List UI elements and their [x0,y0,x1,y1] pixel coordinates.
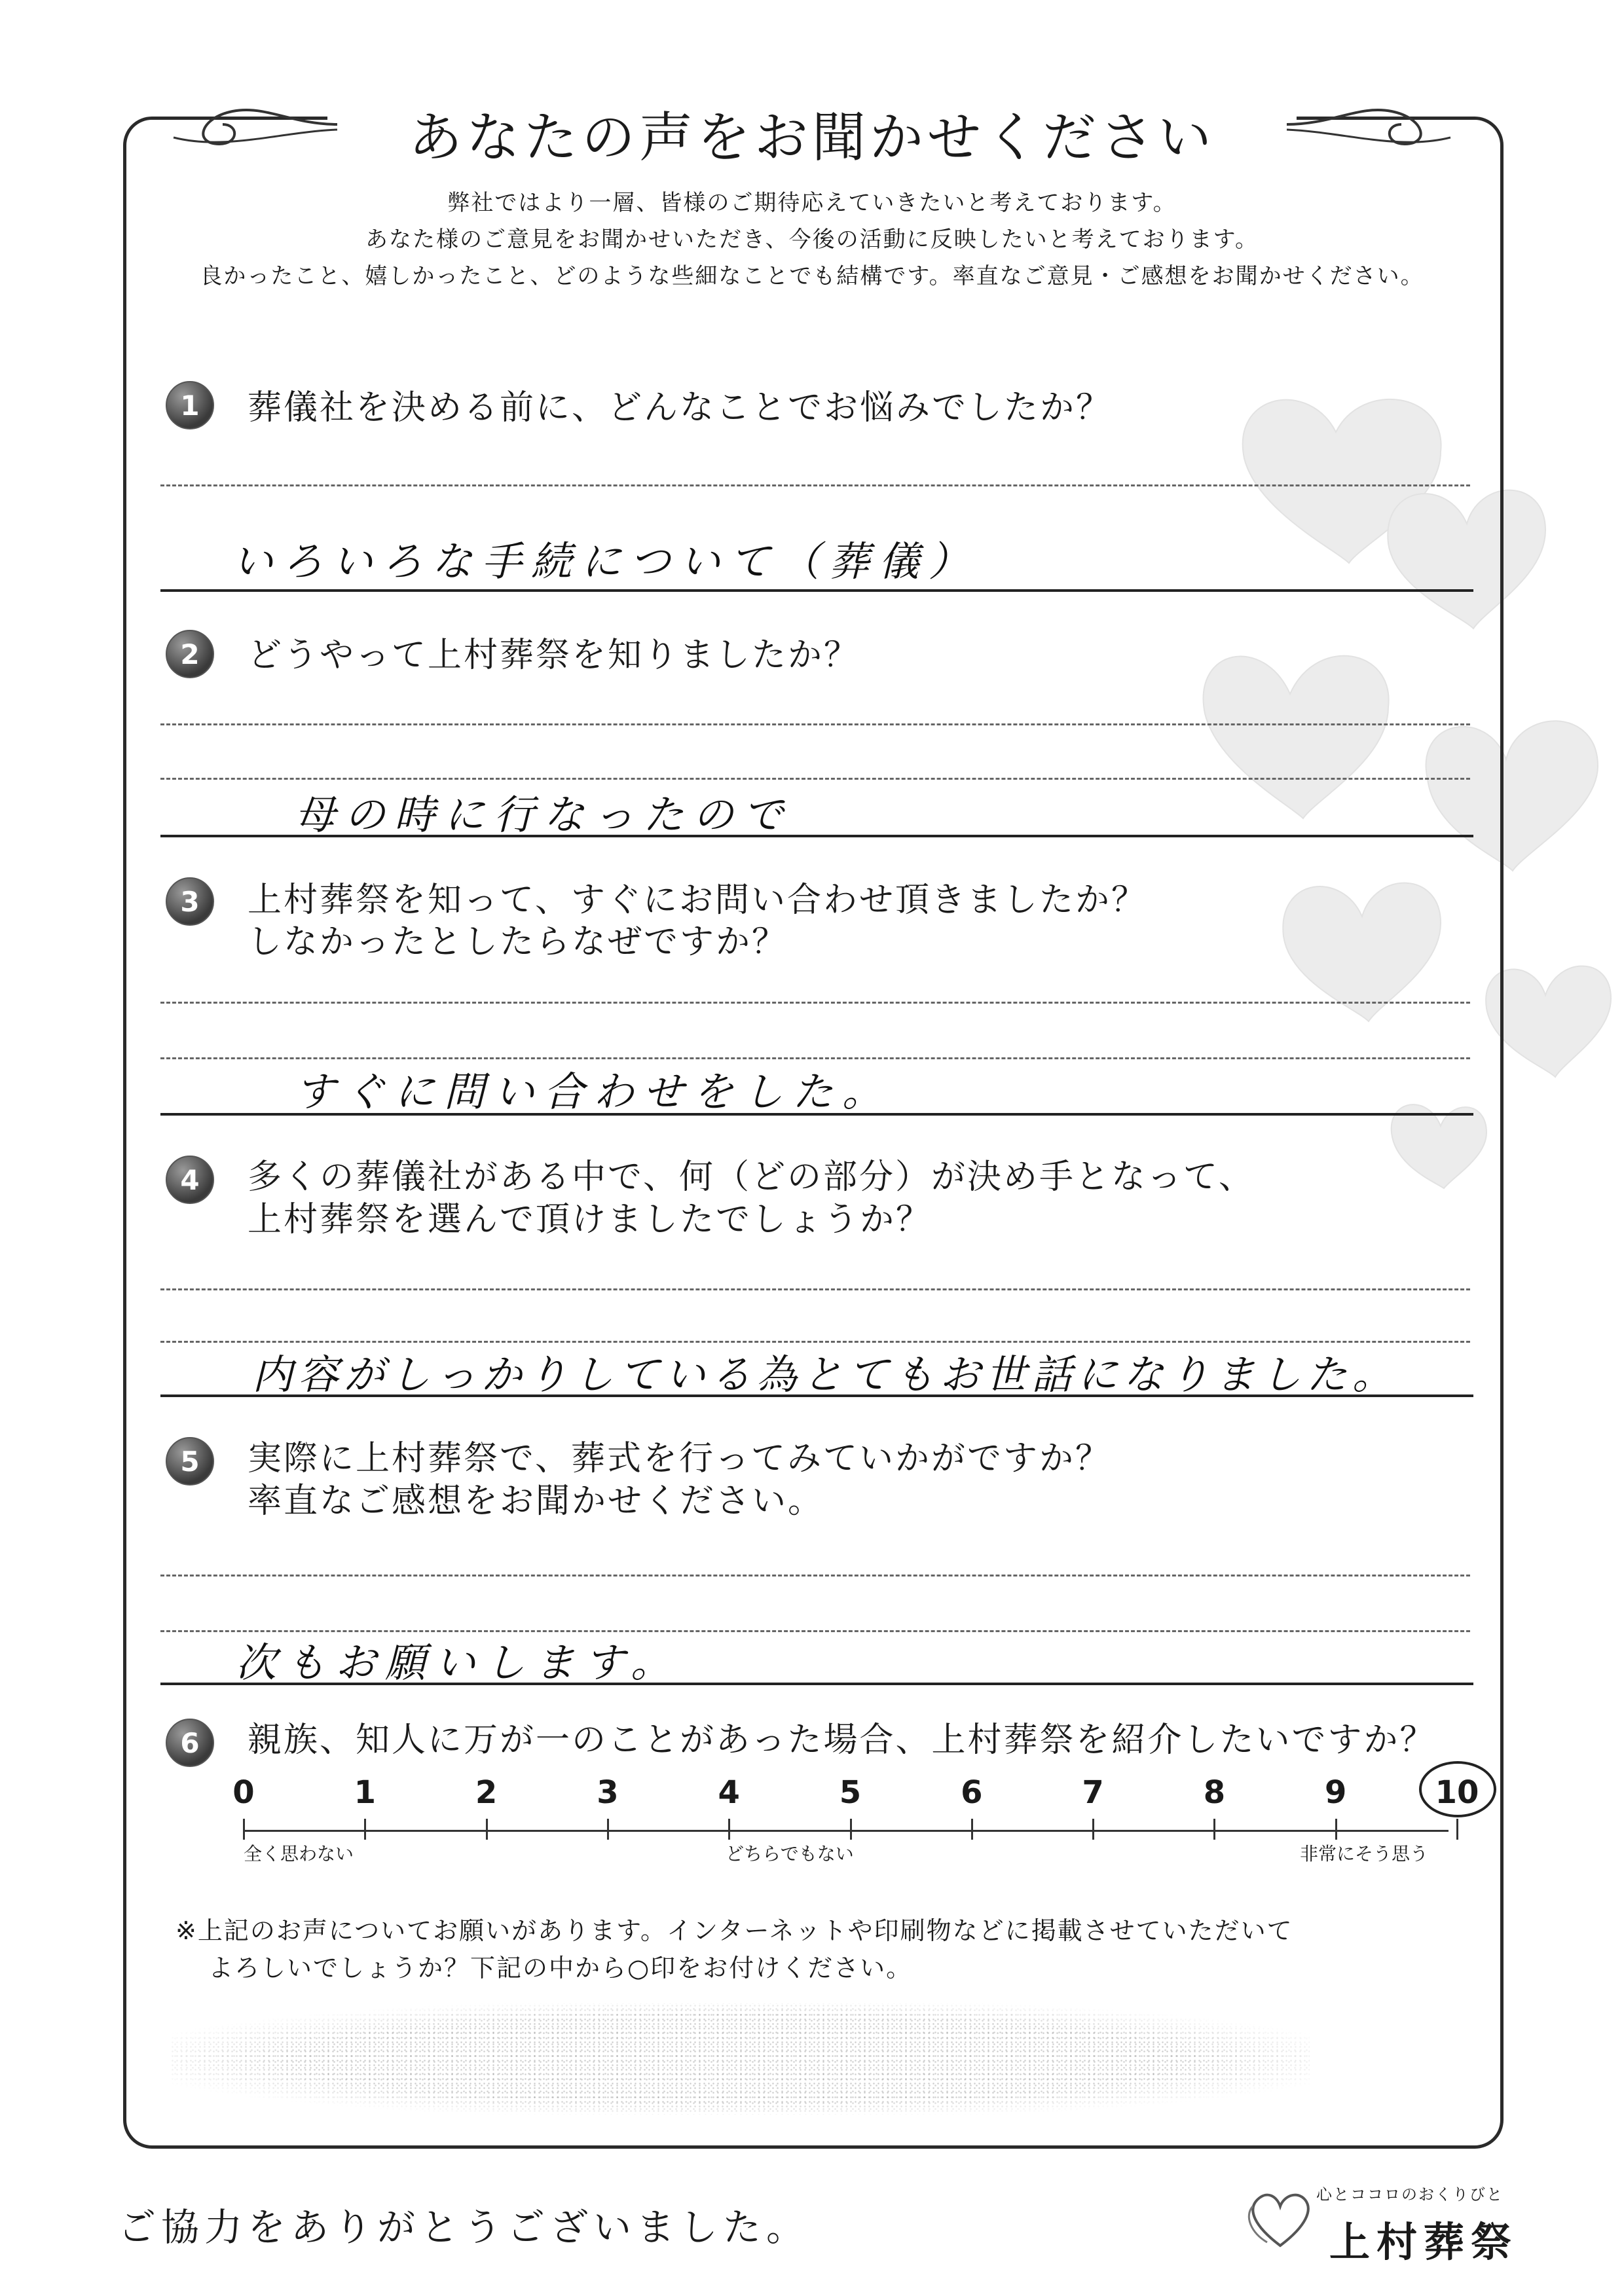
question-5-text-line-2: 率直なご感想をお聞かせください。 [248,1482,824,1521]
selected-rating-circle [1419,1761,1496,1817]
answer-3-line [160,1113,1473,1116]
answer-2-line [160,835,1473,837]
rating-tick-4 [728,1819,730,1840]
question-1-badge: 1 [166,381,214,429]
question-3-text-line-1: 上村葬祭を知って、すぐにお問い合わせ頂きましたか？ [248,881,1147,920]
intro-line-3: 良かったこと、嬉しかったこと、どのような些細なことでも結構です。率直なご意見・ご感想をお聞かせください。 [200,263,1424,289]
thanks-message: ご協力をありがとうございました。 [118,2205,810,2250]
heart-logo-icon [1241,2180,1320,2259]
rating-option-4[interactable]: 4 [718,1774,740,1811]
rating-option-9[interactable]: 9 [1324,1774,1347,1811]
answer-2-dotted-line-b [160,778,1470,780]
rating-option-2[interactable]: 2 [475,1774,498,1811]
brand-tagline: 心とココロのおくりびと [1316,2185,1504,2204]
answer-1-line [160,589,1473,592]
rating-tick-3 [607,1819,609,1840]
question-1-text: 葬儀社を決める前に、どんなことでお悩みでしたか？ [248,388,1113,428]
rating-option-6[interactable]: 6 [961,1774,983,1811]
question-4-text-line-1: 多くの葬儀社がある中で、何（どの部分）が決め手となって、 [248,1157,1255,1197]
answer-4-dotted-line-a [160,1288,1470,1290]
answer-5-text[interactable]: 次もお願いします。 [236,1639,681,1686]
question-4-badge: 4 [166,1156,214,1204]
rating-option-8[interactable]: 8 [1203,1774,1226,1811]
answer-4-text[interactable]: 内容がしっかりしている為とてもお世話になりました。 [252,1351,1399,1398]
answer-5-line [160,1683,1473,1685]
question-6-text: 親族、知人に万が一のことがあった場合、上村葬祭を紹介したいですか？ [248,1721,1436,1760]
answer-3-dotted-line-a [160,1002,1470,1004]
answer-2-text[interactable]: 母の時に行なったので [295,791,793,839]
brand-logo-text: 上村葬祭 [1329,2218,1519,2266]
rating-option-3[interactable]: 3 [597,1774,619,1811]
rating-tick-1 [364,1819,366,1840]
rating-tick-8 [1213,1819,1215,1840]
question-5-badge: 5 [166,1437,214,1485]
rating-tick-6 [971,1819,973,1840]
rating-tick-2 [486,1819,488,1840]
question-3-badge: 3 [166,877,214,926]
rating-option-5[interactable]: 5 [839,1774,862,1811]
answer-1-dotted-line [160,484,1470,486]
scale-label-mid: どちらでもない [726,1843,854,1865]
question-2-badge: 2 [166,630,214,678]
rating-tick-0 [243,1819,245,1840]
rating-option-1[interactable]: 1 [354,1774,376,1811]
answer-5-dotted-line-a [160,1575,1470,1576]
answer-1-text[interactable]: いろいろな手続について（葬儀） [232,538,978,585]
note-line-2: よろしいでしょうか？下記の中から○印をお付けください。 [208,1954,913,1982]
scale-label-high: 非常にそう思う [1300,1843,1429,1865]
rating-tick-10 [1456,1819,1458,1840]
scale-label-low: 全く思わない [244,1843,354,1865]
rating-tick-7 [1092,1819,1094,1840]
page-title: あなたの声をお聞かせください [408,107,1215,169]
question-6-badge: 6 [166,1719,214,1767]
rating-tick-9 [1335,1819,1337,1840]
answer-2-dotted-line-a [160,723,1470,725]
answer-4-line [160,1394,1473,1397]
question-4-text-line-2: 上村葬祭を選んで頂けましたでしょうか？ [248,1200,932,1239]
question-5-text-line-1: 実際に上村葬祭で、葬式を行ってみていかがですか？ [248,1439,1111,1478]
intro-line-1: 弊社ではより一層、皆様のご期待応えていきたいと考えております。 [447,190,1177,216]
rating-option-0[interactable]: 0 [232,1774,255,1811]
note-line-1: ※上記のお声についてお願いがあります。インターネットや印刷物などに掲載させていただいて [175,1916,1293,1945]
rating-option-10[interactable]: 10 [1435,1774,1479,1811]
redacted-consent-area [170,2003,1310,2115]
answer-3-text[interactable]: すぐに問い合わせをした。 [295,1068,893,1116]
rating-option-7[interactable]: 7 [1082,1774,1104,1811]
rating-scale-line [244,1830,1449,1832]
question-2-text: どうやって上村葬祭を知りましたか？ [248,636,860,675]
intro-line-2: あなた様のご意見をお聞かせいただき、今後の活動に反映したいと考えております。 [365,227,1259,253]
rating-tick-5 [850,1819,852,1840]
question-3-text-line-2: しなかったとしたらなぜですか？ [248,922,788,962]
